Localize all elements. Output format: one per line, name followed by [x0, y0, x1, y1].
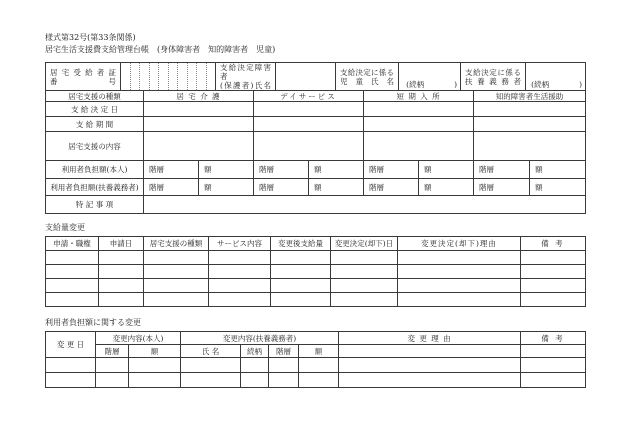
period-day-service-cell: [254, 117, 364, 132]
quantity-change-cell: [331, 251, 398, 265]
column-header-remarks: 備 考: [521, 237, 586, 251]
content-day-service-cell: [254, 132, 364, 161]
remarks-header: 備 考: [521, 332, 586, 345]
decision-date-home-care-cell: [144, 102, 254, 117]
burden-change-cell: [339, 373, 521, 388]
supporter-label: 支給決定に係る: [465, 67, 521, 77]
supporter-name-header: 氏 名: [181, 345, 241, 358]
self-amount-header: 額: [129, 345, 181, 358]
quantity-change-row: [46, 279, 586, 293]
burden-change-cell: [241, 373, 269, 388]
cert-number-digit: [121, 63, 131, 91]
quantity-change-cell: [398, 293, 521, 307]
burden-change-cell: [521, 373, 586, 388]
column-header-decision-date: 変更決定(却下)日: [331, 237, 398, 251]
supporter-tier-header: 階層: [269, 345, 299, 358]
quantity-change-cell: [521, 265, 586, 279]
burden-change-cell: [339, 358, 521, 373]
guardian-name-field: [276, 63, 336, 91]
burden-change-cell: [46, 373, 96, 388]
burden-change-cell: [269, 373, 299, 388]
quantity-change-section-title: 支給量変更: [45, 223, 85, 232]
burden-supporter-amount-cell: 額: [199, 179, 254, 196]
cert-number-label-2: 番 号: [50, 76, 116, 86]
burden-change-cell: [241, 358, 269, 373]
burden-self-label: 利用者負担額(本人): [46, 161, 144, 179]
quantity-change-cell: [271, 251, 331, 265]
child-label: 支給決定に係る: [340, 67, 394, 77]
quantity-change-cell: [99, 293, 144, 307]
quantity-change-row: [46, 293, 586, 307]
quantity-change-table: [45, 236, 586, 307]
cert-number-digit: [187, 63, 197, 91]
content-living-assistance-cell: [474, 132, 586, 161]
quantity-change-cell: [99, 279, 144, 293]
quantity-change-cell: [209, 251, 271, 265]
child-label-cell: [336, 63, 399, 91]
column-header-support-type: 居宅支援の種類: [144, 237, 209, 251]
quantity-change-cell: [521, 279, 586, 293]
quantity-change-cell: [209, 279, 271, 293]
supporter-label-cell: [461, 63, 526, 91]
quantity-change-cell: [99, 265, 144, 279]
burden-supporter-tier-cell: 階層: [364, 179, 419, 196]
burden-change-row: [46, 373, 586, 388]
supporter-label-2: 扶 養 義 務 者: [465, 76, 521, 86]
quantity-change-row: [46, 251, 586, 265]
quantity-change-cell: [271, 293, 331, 307]
cert-number-digit: [197, 63, 207, 91]
self-change-header: 変更内容(本人): [96, 332, 181, 345]
cert-number-digit: [206, 63, 216, 91]
child-label-2: 児 童 氏 名: [340, 76, 394, 86]
content-short-stay-cell: [364, 132, 474, 161]
quantity-change-cell: [398, 251, 521, 265]
change-date-header: 変 更 日: [46, 332, 96, 358]
supporter-amount-header: 額: [299, 345, 339, 358]
burden-supporter-tier-cell: 階層: [254, 179, 309, 196]
burden-change-cell: [269, 358, 299, 373]
supporter-relation-header: 続柄: [241, 345, 269, 358]
quantity-change-cell: [331, 293, 398, 307]
burden-self-tier-cell: 階層: [474, 161, 530, 179]
support-table: [45, 90, 586, 214]
self-tier-header: 階層: [96, 345, 129, 358]
burden-self-tier-cell: 階層: [144, 161, 199, 179]
service-living-assistance-header: 知的障害者生活援助: [474, 91, 586, 102]
burden-change-cell: [299, 373, 339, 388]
cert-number-label-cell: [46, 63, 121, 91]
burden-self-amount-cell: 額: [199, 161, 254, 179]
quantity-change-cell: [144, 293, 209, 307]
burden-change-cell: [96, 373, 129, 388]
burden-self-amount-cell: 額: [309, 161, 364, 179]
burden-change-cell: [96, 358, 129, 373]
child-relation-label: (続柄 ): [406, 80, 457, 89]
burden-self-tier-cell: 階層: [254, 161, 309, 179]
burden-supporter-tier-cell: 階層: [144, 179, 199, 196]
decision-date-short-stay-cell: [364, 102, 474, 117]
content-label: 居宅支援の内容: [46, 132, 144, 161]
column-header-decision-reason: 変更決定(却下)理由: [398, 237, 521, 251]
period-living-assistance-cell: [474, 117, 586, 132]
quantity-change-row: [46, 265, 586, 279]
quantity-change-cell: [209, 265, 271, 279]
burden-self-tier-cell: 階層: [364, 161, 419, 179]
quantity-change-cell: [209, 293, 271, 307]
quantity-change-cell: [398, 279, 521, 293]
notes-cell: [144, 196, 586, 214]
burden-change-cell: [46, 358, 96, 373]
cert-number-digit: [149, 63, 159, 91]
cert-number-digit: [130, 63, 140, 91]
decision-date-label: 支 給 決 定 日: [46, 102, 144, 117]
guardian-label-cell: [216, 63, 276, 91]
burden-supporter-tier-cell: 階層: [474, 179, 530, 196]
burden-change-row: [46, 358, 586, 373]
burden-supporter-amount-cell: 額: [530, 179, 586, 196]
quantity-change-cell: [46, 265, 99, 279]
burden-change-cell: [521, 345, 586, 358]
quantity-change-cell: [144, 265, 209, 279]
burden-change-table: [45, 331, 586, 388]
burden-change-cell: [181, 373, 241, 388]
decision-date-living-assistance-cell: [474, 102, 586, 117]
quantity-change-cell: [398, 265, 521, 279]
burden-self-amount-cell: 額: [530, 161, 586, 179]
burden-change-cell: [181, 358, 241, 373]
guardian-label-2: (保護者)氏名: [220, 81, 271, 90]
burden-supporter-amount-cell: 額: [419, 179, 474, 196]
quantity-change-cell: [331, 265, 398, 279]
child-name-field: [399, 63, 461, 91]
decision-date-day-service-cell: [254, 102, 364, 117]
burden-change-cell: [299, 358, 339, 373]
burden-self-amount-cell: 額: [419, 161, 474, 179]
supporter-change-header: 変更内容(扶養義務者): [181, 332, 339, 345]
quantity-change-cell: [46, 251, 99, 265]
burden-supporter-label: 利用者負担額(扶養義務者): [46, 179, 144, 196]
cert-number-digit: [178, 63, 188, 91]
quantity-change-cell: [144, 251, 209, 265]
burden-change-cell: [129, 358, 181, 373]
quantity-change-cell: [46, 279, 99, 293]
quantity-change-cell: [521, 293, 586, 307]
change-reason-header: 変 更 理 由: [339, 332, 521, 345]
guardian-label: 支給決定障害者: [220, 63, 271, 81]
form-number: 様式第32号(第33条関係): [45, 33, 136, 42]
quantity-change-cell: [99, 251, 144, 265]
column-header-service-content: サービス内容: [209, 237, 271, 251]
supporter-relation-label: (続柄 ): [531, 80, 582, 89]
support-type-header: 居宅支援の種類: [46, 91, 144, 102]
quantity-change-cell: [521, 251, 586, 265]
column-header-application-date: 申請日: [99, 237, 144, 251]
burden-change-cell: [129, 373, 181, 388]
burden-supporter-amount-cell: 額: [309, 179, 364, 196]
period-short-stay-cell: [364, 117, 474, 132]
recipient-table: [45, 62, 586, 91]
quantity-change-cell: [46, 293, 99, 307]
cert-number-digit: [159, 63, 169, 91]
supporter-name-field: [526, 63, 586, 91]
service-day-service-header: デイサービス: [254, 91, 364, 102]
content-home-care-cell: [144, 132, 254, 161]
service-home-care-header: 居 宅 介 護: [144, 91, 254, 102]
quantity-change-cell: [271, 265, 331, 279]
period-label: 支 給 期 間: [46, 117, 144, 132]
form-title: 居宅生活支援費支給管理台帳 (身体障害者 知的障害者 児童): [45, 45, 276, 54]
cert-number-digit: [168, 63, 178, 91]
column-header-new-quantity: 変更後支給量: [271, 237, 331, 251]
column-header-application: 申請・職権: [46, 237, 99, 251]
cert-number-digit: [140, 63, 150, 91]
quantity-change-cell: [271, 279, 331, 293]
burden-change-section-title: 利用者負担額に関する変更: [45, 318, 141, 327]
quantity-change-cell: [331, 279, 398, 293]
notes-label: 特 記 事 項: [46, 196, 144, 214]
burden-change-cell: [521, 358, 586, 373]
quantity-change-cell: [144, 279, 209, 293]
burden-change-cell: [339, 345, 521, 358]
period-home-care-cell: [144, 117, 254, 132]
cert-number-label: 居 宅 受 給 者 証: [50, 67, 116, 77]
service-short-stay-header: 短 期 入 所: [364, 91, 474, 102]
